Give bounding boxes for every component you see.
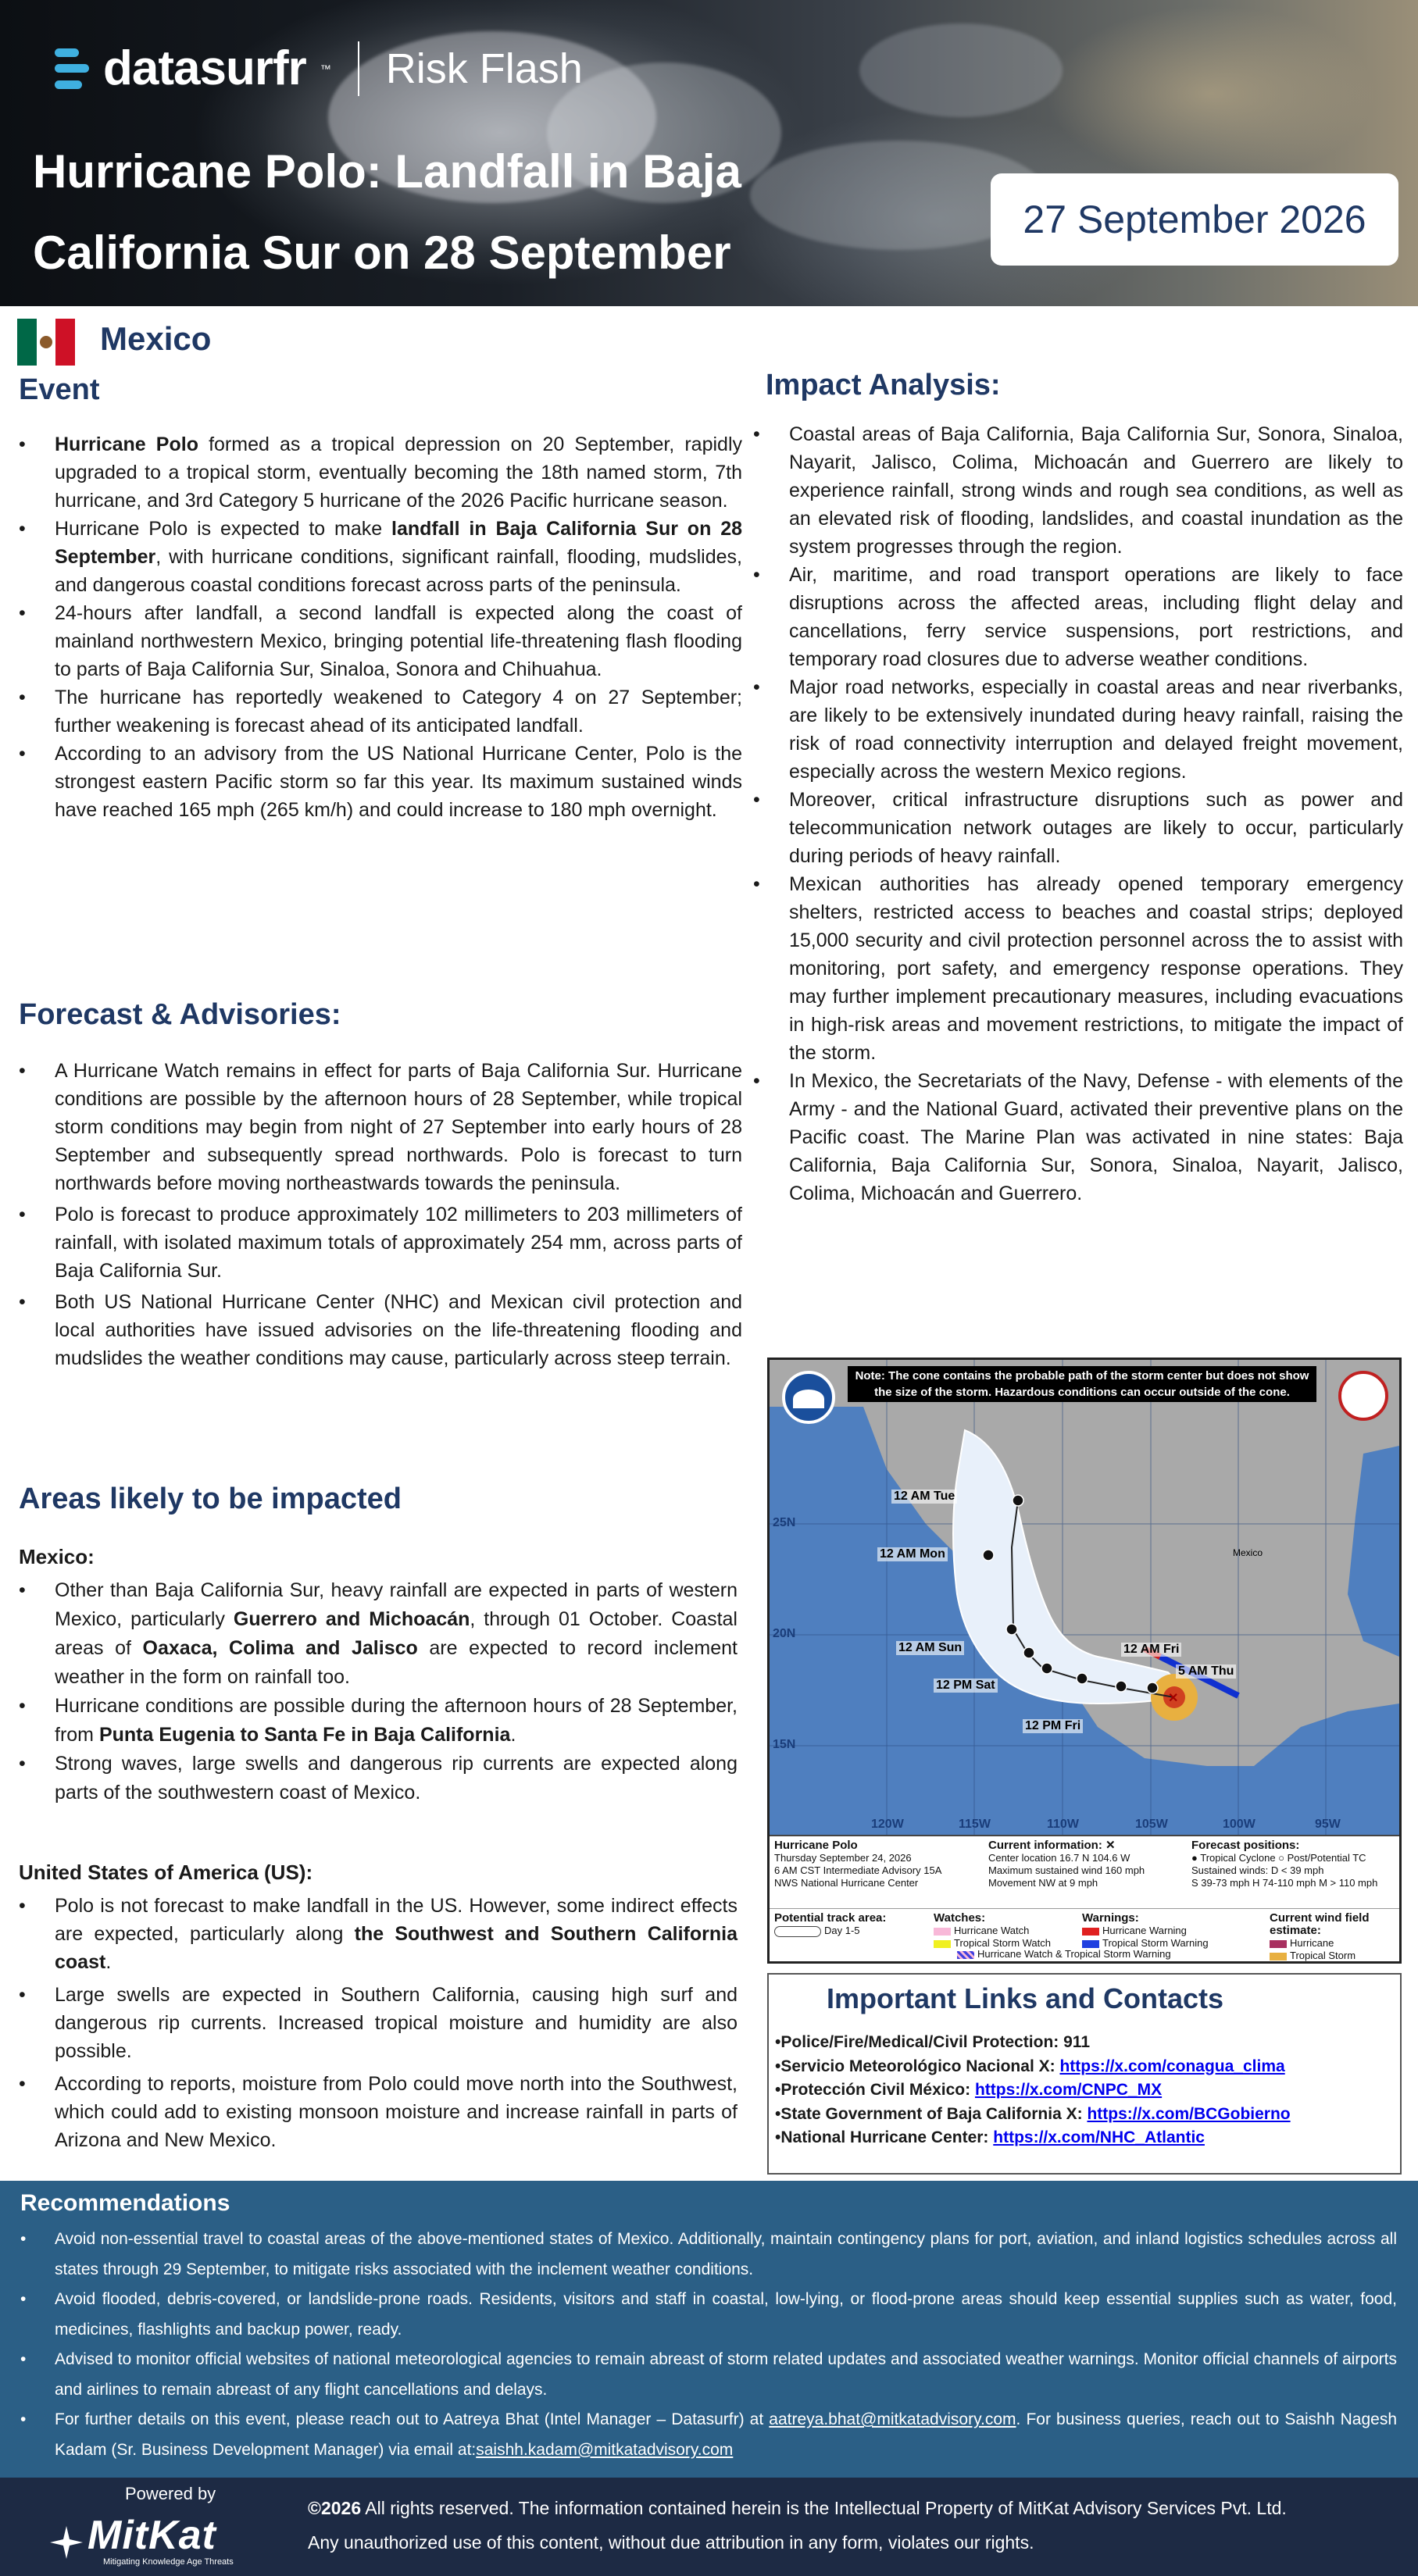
map-lon-label: 120W [871, 1818, 904, 1831]
legend-warnings-head: Warnings: [1082, 1911, 1139, 1925]
legend-current-head: Current information: ✕ [988, 1839, 1116, 1852]
legend-combo: Hurricane Watch & Tropical Storm Warning [977, 1948, 1171, 1960]
legend-watch-1: Hurricane Watch [954, 1925, 1030, 1936]
impact-item: • Major road networks, especially in coastal areas and near riverbanks, are likely to be extensively inundated during heavy rainfall, raising the risk of road connectivity interruption and delayed freight movement, especially across the western Mexico regions. [753, 673, 1403, 786]
map-cone-note: Note: The cone contains the probable path of the storm center but does not show the size of the storm. Hazardous conditions can occur outside of the cone. [848, 1366, 1316, 1402]
links-panel [767, 1973, 1402, 2175]
report-title-line2: California Sur on 28 September [33, 227, 731, 279]
impact-item: • In Mexico, the Secretariats of the Navy, Defense - with elements of the Army - and the National Guard, activated their preventive plans on the Pacific coast. The Marine Plan was activated in nine states: Baja California, Baja California Sur, Sonora, Sinaloa, Nayarit, Jalisco, Colima, Michoacán and Guerrero. [753, 1067, 1403, 1208]
legend-warn-1: Hurricane Warning [1102, 1925, 1187, 1936]
forecast-item: • A Hurricane Watch remains in effect for parts of Baja California Sur. Hurricane conditions are possible by the afternoon hours of 28 September, while tropical storm conditions may begin from night of 27 September into early hours of 28 September and subsequently spread northwards. Polo is forecast to turn northwards before moving northeastwards towards the peninsula. [19, 1057, 742, 1197]
impact-item: • Air, maritime, and road transport operations are likely to face disruptions across the affected areas, including flight delay and cancellations, ferry service suspensions, port restrictions, and temporary road closures due to adverse weather conditions. [753, 561, 1403, 673]
mexico-subheading: Mexico: [19, 1545, 95, 1568]
logo-divider [358, 41, 359, 96]
map-point-label: 5 AM Thu [1176, 1664, 1236, 1679]
legend-storm-name: Hurricane Polo [774, 1839, 858, 1852]
legend-forecast-1: ● Tropical Cyclone ○ Post/Potential TC [1191, 1852, 1366, 1864]
recommendations-section [0, 2181, 1418, 2478]
event-item: • According to an advisory from the US National Hurricane Center, Polo is the strongest eastern Pacific storm so far this year. Its maximum sustained winds have reached 165 mph (265 km/h) and could increase to 180 mph overnight. [19, 740, 742, 824]
impact-list [753, 420, 1403, 1208]
map-lon-label: 105W [1135, 1818, 1168, 1831]
legend-forecast-2: Sustained winds: D < 39 mph [1191, 1864, 1324, 1876]
legend-wind-2: Tropical Storm [1290, 1950, 1356, 1961]
legend-warn-2: Tropical Storm Warning [1102, 1937, 1209, 1949]
legend-watch-2: Tropical Storm Watch [954, 1937, 1052, 1949]
areas-heading: Areas likely to be impacted [19, 1482, 402, 1515]
legend-current-1: Center location 16.7 N 104.6 W [988, 1852, 1130, 1864]
link-item-smn: •Servicio Meteorológico Nacional X: https://x.com/conagua_clima [775, 2057, 1285, 2075]
nhc-link[interactable]: https://x.com/NHC_Atlantic [993, 2128, 1205, 2146]
country-name: Mexico [100, 320, 212, 357]
map-point-label: 12 AM Sun [896, 1641, 964, 1655]
impact-item: • Moreover, critical infrastructure disruptions such as power and telecommunication network outages are likely to occur, particularly during periods of heavy rainfall. [753, 786, 1403, 870]
legend-current-3: Movement NW at 9 mph [988, 1877, 1098, 1889]
copyright-line: ©2026 All rights reserved. The information contained herein is the Intellectual Property of MitKat Advisory Services Pvt. Ltd. [308, 2498, 1287, 2518]
recommendation-item: • Advised to monitor official websites of national meteorological agencies to remain abreast of storm related updates and associated weather warnings. Monitor official channels of airports and airlines to remain abreast of any flight cancellations and delays. [20, 2345, 1397, 2405]
recommendations-list [20, 2225, 1397, 2465]
legend-wind-1: Hurricane [1290, 1937, 1334, 1949]
us-impact-item: • Large swells are expected in Southern California, causing high surf and dangerous rip currents. Increased tropical moisture and humidity are also possible. [19, 1981, 738, 2065]
recommendation-item: • Avoid flooded, debris-covered, or landslide-prone roads. Residents, visitors and staff in coastal, low-lying, or flood-prone areas should keep essential supplies such as water, food, medicines, flashlights and backup power, ready. [20, 2285, 1397, 2345]
us-impact-list [19, 1892, 738, 2154]
map-lat-label: 20N [773, 1627, 796, 1640]
impact-item: • Coastal areas of Baja California, Baja California Sur, Sonora, Sinaloa, Nayarit, Jalisco, Colima, Michoacán and Guerrero are likely to experience rainfall, strong winds and rough sea conditions, as well as an elevated risk of flooding, landslides, and coastal inundation as the system progresses through the region. [753, 420, 1403, 561]
mitkat-brand: MitKat [88, 2513, 216, 2558]
product-name: Risk Flash [385, 45, 583, 92]
impact-heading: Impact Analysis: [766, 369, 1001, 401]
legend-track-head: Potential track area: [774, 1911, 887, 1925]
recommendations-heading: Recommendations [20, 2190, 230, 2216]
forecast-list [19, 1057, 742, 1372]
link-item-civil-protection: •Protección Civil México: https://x.com/CNPC_MX [775, 2081, 1163, 2099]
link-item-emergency: •Police/Fire/Medical/Civil Protection: 911 [775, 2033, 1090, 2051]
cnpc-link[interactable]: https://x.com/CNPC_MX [974, 2081, 1163, 2099]
map-lon-label: 95W [1315, 1818, 1341, 1831]
event-item: • Hurricane Polo formed as a tropical depression on 20 September, rapidly upgraded to a tropical storm, eventually becoming the 18th named storm, 7th hurricane, and 3rd Category 5 hurricane of the 2026 Pacific hurricane season. [19, 430, 742, 515]
brand-name: datasurfr [103, 41, 306, 95]
map-lat-label: 15N [773, 1738, 796, 1751]
map-point-label: 12 PM Fri [1023, 1719, 1083, 1733]
event-item: • 24-hours after landfall, a second landfall is expected along the coast of mainland northwestern Mexico, bringing potential life-threatening flash flooding to parts of Baja California Sur, Sinaloa, Sonora and Chihuahua. [19, 599, 742, 683]
legend-forecast-3: S 39-73 mph H 74-110 mph M > 110 mph [1191, 1877, 1378, 1889]
report-title-line1: Hurricane Polo: Landfall in Baja [33, 145, 741, 198]
recommendation-contact-item: • For further details on this event, please reach out to Aatreya Bhat (Intel Manager – Datasurfr) at aatreya.bhat@mitkatadvisory.com. For business queries, reach out to Saishh Nagesh Kadam (Sr. Business Development Manager) via email at:saishh.kadam@mitkatadvisory.com [20, 2405, 1397, 2465]
map-legend [770, 1835, 1399, 1961]
report-title [33, 131, 814, 294]
map-lon-label: 100W [1223, 1818, 1255, 1831]
brand-trademark: ™ [320, 62, 331, 75]
map-lat-label: 25N [773, 1516, 796, 1529]
datasurfr-logo-icon [55, 48, 89, 89]
event-heading: Event [19, 373, 100, 406]
map-point-label: 12 PM Sat [934, 1679, 998, 1693]
hurricane-forecast-map [767, 1358, 1402, 1964]
footer [0, 2478, 1418, 2576]
forecast-item: • Both US National Hurricane Center (NHC) and Mexican civil protection and local authorities have issued advisories on the life-threatening flooding and mudslides the weather conditions may cause, particularly across steep terrain. [19, 1288, 742, 1372]
recommendation-item: • Avoid non-essential travel to coastal areas of the above-mentioned states of Mexico. Additionally, maintain contingency plans for port, aviation, and inland logistics schedules across all states through 29 September, to mitigate risks associated with the inclement weather conditions. [20, 2225, 1397, 2285]
links-heading: Important Links and Contacts [827, 1982, 1224, 2014]
us-subheading: United States of America (US): [19, 1861, 313, 1884]
map-place-label: Mexico [1233, 1547, 1263, 1558]
saishh-email-link[interactable]: saishh.kadam@mitkatadvisory.com [476, 2440, 734, 2459]
noaa-logo-icon [782, 1371, 835, 1424]
us-impact-item: • Polo is not forecast to make landfall in the US. However, some indirect effects are expected, particularly along the Southwest and Southern California coast. [19, 1892, 738, 1976]
datasurfr-logo [55, 41, 583, 96]
aatreya-email-link[interactable]: aatreya.bhat@mitkatadvisory.com [769, 2410, 1016, 2428]
link-item-nhc: •National Hurricane Center: https://x.com/NHC_Atlantic [775, 2128, 1205, 2146]
event-list [19, 430, 742, 824]
legend-storm-date: Thursday September 24, 2026 [774, 1852, 912, 1864]
mexico-flag-icon [17, 319, 75, 366]
map-lon-label: 115W [959, 1818, 991, 1831]
map-lon-label: 110W [1047, 1818, 1079, 1831]
forecast-heading: Forecast & Advisories: [19, 998, 341, 1031]
links-list [775, 2031, 1291, 2150]
map-graphic [770, 1360, 1399, 1836]
impact-item: • Mexican authorities has already opened temporary emergency shelters, restricted access to beaches and coastal strips; deployed 15,000 security and civil protection personnel across the to assist with monitoring, port safety, and emergency response operations. They may further implement precautionary measures, including evacuations in high-risk areas and movement restrictions, to mitigate the impact of the storm. [753, 870, 1403, 1067]
legend-storm-advisory: 6 AM CST Intermediate Advisory 15A [774, 1864, 942, 1876]
legend-storm-center: NWS National Hurricane Center [774, 1877, 919, 1889]
map-point-label: 12 AM Tue [891, 1490, 957, 1504]
map-point-label: 12 AM Fri [1121, 1643, 1181, 1657]
mexico-impact-item: • Other than Baja California Sur, heavy rainfall are expected in parts of western Mexico, particularly Guerrero and Michoacán, through 01 October. Coastal areas of Oaxaca, Colima and Jalisco are expected to record inclement weather in the form on rainfall too. [19, 1576, 738, 1692]
smn-link[interactable]: https://x.com/conagua_clima [1059, 2057, 1285, 2075]
legend-track-day: Day 1-5 [824, 1925, 860, 1936]
powered-by-label: Powered by [125, 2484, 216, 2503]
report-date: 27 September 2026 [991, 173, 1398, 266]
event-item: • The hurricane has reportedly weakened to Category 4 on 27 September; further weakening is forecast ahead of its anticipated landfall. [19, 683, 742, 740]
legend-wind-head: Current wind field estimate: [1270, 1911, 1370, 1937]
svg-text:✕: ✕ [1168, 1692, 1179, 1705]
mexico-impact-item: • Strong waves, large swells and dangerous rip currents are expected along parts of the southwestern coast of Mexico. [19, 1750, 738, 1807]
mexico-impact-list [19, 1576, 738, 1807]
event-item: • Hurricane Polo is expected to make landfall in Baja California Sur on 28 September, with hurricane conditions, significant rainfall, flooding, mudslides, and dangerous coastal conditions forecast across parts of the peninsula. [19, 515, 742, 599]
legend-watches-head: Watches: [934, 1911, 986, 1925]
nws-logo-icon [1338, 1371, 1388, 1421]
mitkat-tagline: Mitigating Knowledge Age Threats [103, 2557, 234, 2567]
header-banner [0, 0, 1418, 306]
legend-current-2: Maximum sustained wind 160 mph [988, 1864, 1145, 1876]
link-item-bc-government: •State Government of Baja California X: https://x.com/BCGobierno [775, 2104, 1291, 2123]
map-point-label: 12 AM Mon [877, 1547, 948, 1561]
forecast-item: • Polo is forecast to produce approximately 102 millimeters to 203 millimeters of rainfall, with isolated maximum totals of approximately 254 mm, across parts of Baja California Sur. [19, 1201, 742, 1285]
mexico-impact-item: • Hurricane conditions are possible during the afternoon hours of 28 September, from Punta Eugenia to Santa Fe in Baja California. [19, 1692, 738, 1750]
legend-forecast-head: Forecast positions: [1191, 1839, 1300, 1852]
us-impact-item: • According to reports, moisture from Polo could move north into the Southwest, which could add to existing monsoon moisture and increase rainfall in parts of Arizona and New Mexico. [19, 2070, 738, 2154]
mitkat-logo-icon [48, 2524, 84, 2560]
bcgobierno-link[interactable]: https://x.com/BCGobierno [1087, 2104, 1291, 2123]
usage-notice: Any unauthorized use of this content, without due attribution in any form, violates our rights. [308, 2532, 1034, 2553]
